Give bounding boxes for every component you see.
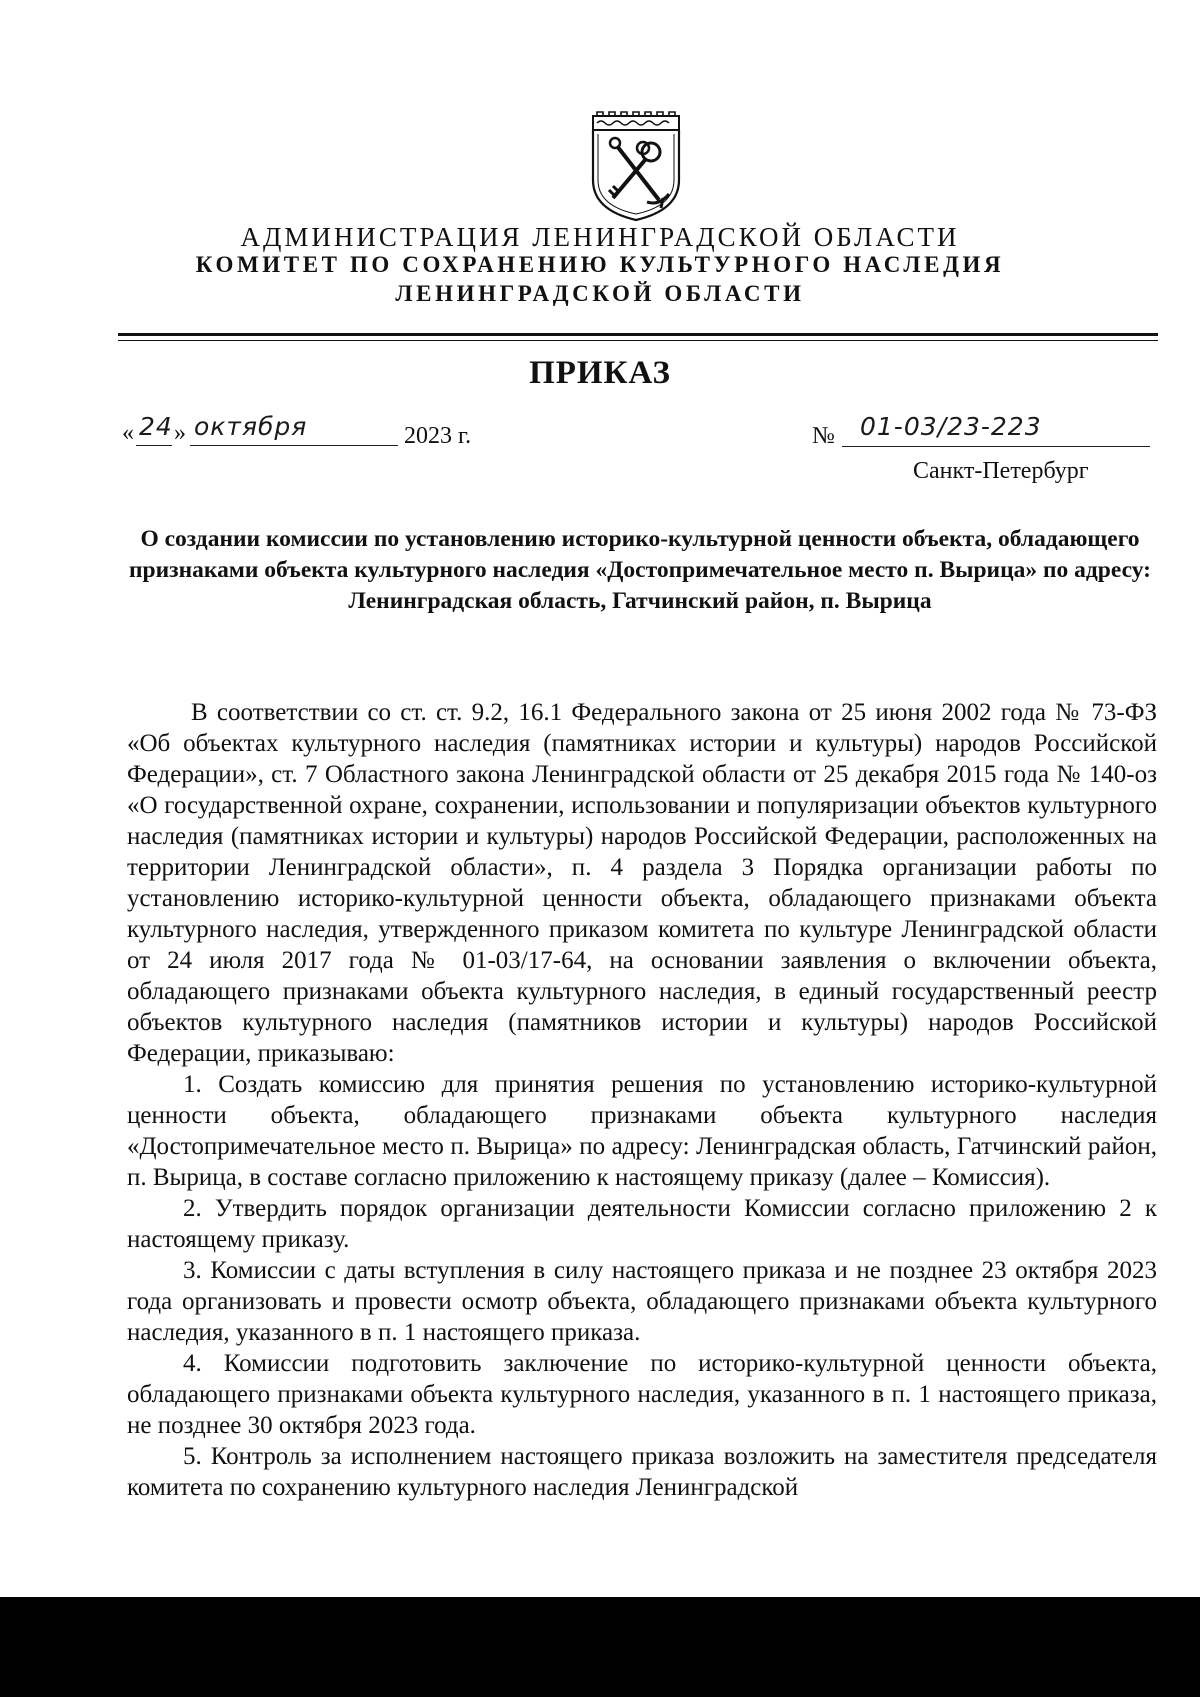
date-close-quote: » — [174, 420, 186, 446]
date-open-quote: « — [122, 420, 134, 446]
document-number-field — [812, 412, 1152, 450]
document-number-underline — [842, 446, 1150, 447]
document-body — [127, 697, 1157, 1503]
date-month-handwritten: октября — [194, 412, 308, 441]
body-item-3: 3. Комиссии с даты вступления в силу настоящего приказа и не позднее 23 октября 2023 года организовать и провести осмотр объекта, обладающего признаками объекта культурного наследия, указанного в п. 1 настоящего приказа. — [127, 1257, 1157, 1346]
org-name-line-1: АДМИНИСТРАЦИЯ ЛЕНИНГРАДСКОЙ ОБЛАСТИ — [240, 222, 960, 252]
date-month-underline — [190, 445, 398, 446]
document-type-heading: ПРИКАЗ — [529, 355, 671, 391]
coat-of-arms-icon — [589, 110, 683, 222]
date-year: 2023 г. — [404, 423, 472, 449]
body-item-4: 4. Комиссии подготовить заключение по историко-культурной ценности объекта, обладающего признаками объекта культурного наследия, указанного в п. 1 настоящего приказа, не позднее 30 октября 2023 года. — [127, 1350, 1157, 1439]
header-divider-thick — [118, 333, 1158, 336]
city-name: Санкт-Петербург — [913, 458, 1089, 484]
document-title: О создании комиссии по установлению историко-культурной ценности объекта, обладающего признаками объекта культурного наследия «Достопримечательное место п. Вырица» по адресу: Ленинградская область, Гатчинский район, п. Вырица — [129, 526, 1151, 614]
body-preamble: В соответствии со ст. ст. 9.2, 16.1 Федерального закона от 25 июня 2002 года № 73-ФЗ «Об объектах культурного наследия (памятниках истории и культуры) народов Российской Федерации», ст. 7 Областного закона Ленинградской области от 25 декабря 2015 года № 140-оз «О государственной охране, сохранении, использовании и популяризации объектов культурного наследия (памятниках истории и культуры) народов Российской Федерации, расположенных на территории Ленинградской области», п. 4 раздела 3 Порядка организации работы по установлению историко-культурной ценности объекта, обладающего признаками объекта культурного наследия, утвержденного приказом комитета по культуре Ленинградской области от 24 июля 2017 года № 01-03/17-64, на основании заявления о включении объекта, обладающего признаками объекта культурного наследия, в единый государственный реестр объектов культурного наследия (памятников истории и культуры) народов Российской Федерации, приказываю: — [127, 699, 1157, 1067]
document-number-handwritten: 01-03/23-223 — [860, 412, 1042, 441]
number-sign: № — [812, 423, 835, 449]
date-day-underline — [136, 445, 172, 446]
body-item-2: 2. Утвердить порядок организации деятельности Комиссии согласно приложению 2 к настоящему приказу. — [127, 1195, 1157, 1253]
scan-bottom-edge — [0, 1597, 1200, 1697]
date-day-handwritten: 24 — [139, 412, 173, 441]
org-name-line-2: КОМИТЕТ ПО СОХРАНЕНИЮ КУЛЬТУРНОГО НАСЛЕДИЯ — [195, 252, 1005, 277]
org-name-line-3: ЛЕНИНГРАДСКОЙ ОБЛАСТИ — [395, 281, 805, 306]
body-item-5: 5. Контроль за исполнением настоящего приказа возложить на заместителя председателя комитета по сохранению культурного наследия Ленинградской — [127, 1443, 1157, 1501]
body-item-1: 1. Создать комиссию для принятия решения по установлению историко-культурной ценности объекта, обладающего признаками объекта культурного наследия «Достопримечательное место п. Вырица» по адресу: Ленинградская область, Гатчинский район, п. Вырица, в составе согласно приложению к настоящему приказу (далее – Комиссия). — [127, 1071, 1157, 1191]
header-divider-thin — [118, 340, 1158, 341]
